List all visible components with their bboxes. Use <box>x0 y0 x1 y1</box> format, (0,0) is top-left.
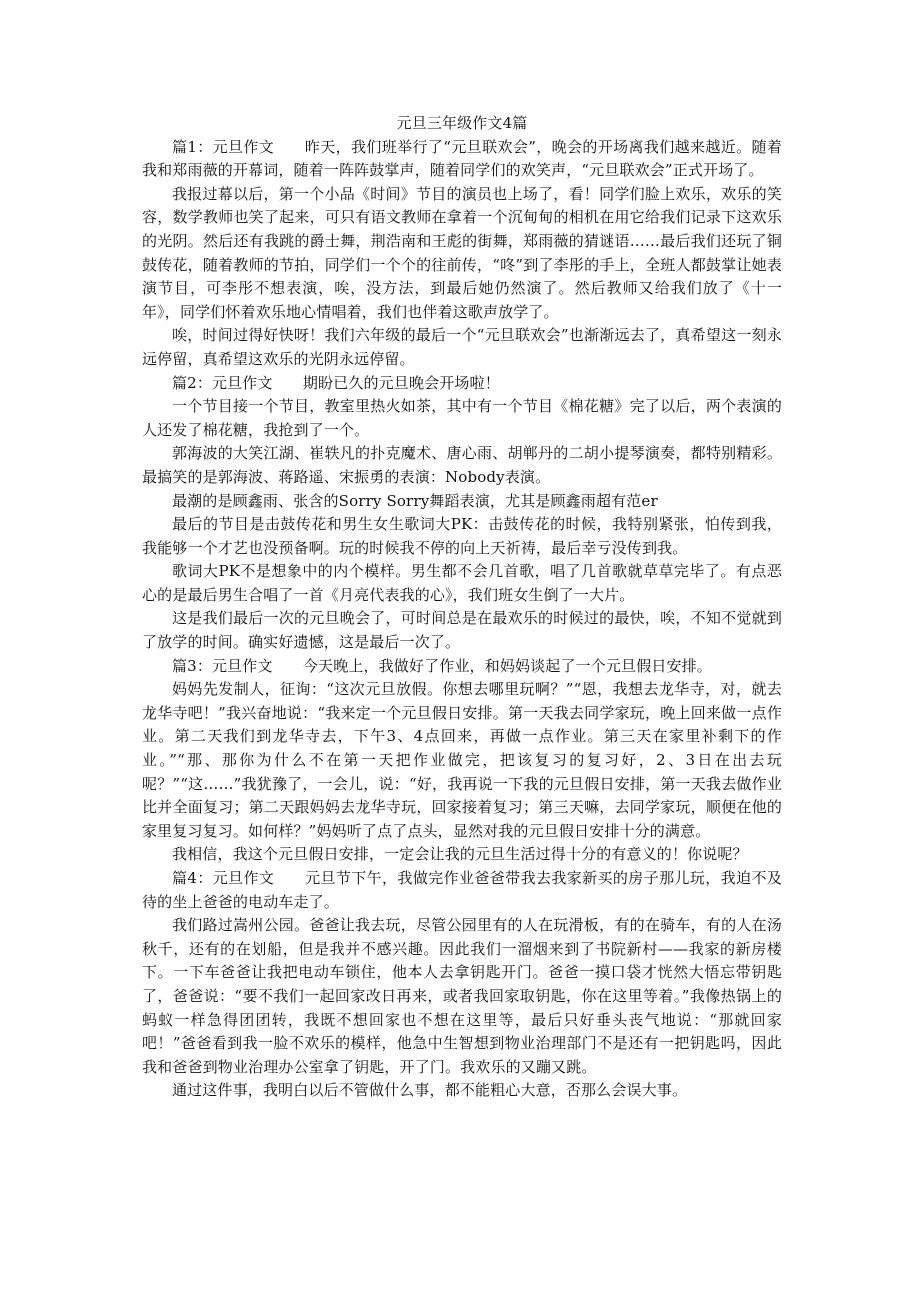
essay-heading: 篇4：元旦作文 <box>172 869 306 887</box>
paragraph-text: 期盼已久的元旦晚会开场啦！ <box>302 373 500 392</box>
essay-paragraph <box>142 513 782 560</box>
essay-paragraph <box>142 183 782 325</box>
paragraph-text: 最后的节目是击鼓传花和男生女生歌词大PK：击鼓传花的时候，我特别紧张，怕传到我，我能够一个才艺也没预备啊。玩的时候我不停的向上天祈祷，最后幸亏没传到我。 <box>142 515 782 557</box>
paragraph-text: 元旦节下午，我做完作业爸爸带我去我家新买的房子那儿玩，我迫不及待的坐上爸爸的电动车走了。 <box>142 869 782 911</box>
paragraph-text: 最潮的是顾鑫雨、张含的Sorry Sorry舞蹈表演，尤其是顾鑫雨超有范er <box>172 491 658 510</box>
paragraph-text: 昨天，我们班举行了“元旦联欢会”，晚会的开场离我们越来越近。随着我和郑雨薇的开幕词，随着一阵阵鼓掌声，随着同学们的欢笑声，“元旦联欢会”正式开场了。 <box>142 137 783 180</box>
essay-paragraph <box>142 560 782 607</box>
essay-paragraph <box>142 372 782 396</box>
essay-paragraph <box>142 324 782 371</box>
essay-paragraph <box>142 655 782 679</box>
essay-heading: 篇2：元旦作文 <box>172 373 303 392</box>
essay-paragraph <box>142 607 782 654</box>
paragraph-text: 歌词大PK不是想象中的内个模样。男生都不会几首歌，唱了几首歌就草草完毕了。有点恶心的是最后男生合唱了一首《月亮代表我的心》，我们班女生倒了一大片。 <box>142 562 782 604</box>
essay-paragraph <box>142 843 782 867</box>
essay-paragraph <box>142 395 782 442</box>
paragraph-text: 郭海波的大笑江湖、崔轶凡的扑克魔术、唐心雨、胡郸丹的二胡小提琴演奏，都特别精彩。最搞笑的是郭海波、蒋路遥、宋振勇的表演：Nobody表演。 <box>142 444 782 486</box>
paragraph-text: 我报过幕以后，第一个小品《时间》节目的演员也上场了，看！同学们脸上欢乐，欢乐的笑容，数学教师也笑了起来，可只有语文教师在拿着一个沉甸甸的相机在用它给我们记录下这欢乐的光阴。然后还有我跳的爵士舞，荆浩南和王彪的街舞，郑雨薇的猜谜语……最后我们还玩了铜鼓传花，随着教师的节拍，同学们一个个的往前传，“咚”到了李彤的手上，全班人都鼓掌让她表演节目，可李彤不想表演，唉，没方法，到最后她仍然演了。然后教师又给我们放了《十一年》，同学们怀着欢乐地心情唱着，我们也伴着这歌声放学了。 <box>142 184 782 321</box>
essay-heading: 篇3：元旦作文 <box>172 656 303 675</box>
paragraph-text: 通过这件事，我明白以后不管做什么事，都不能粗心大意，否那么会误大事。 <box>172 1081 688 1100</box>
document-page <box>142 112 782 1103</box>
paragraph-text: 我相信，我这个元旦假日安排，一定会让我的元旦生活过得十分的有意义的！你说呢？ <box>172 845 748 864</box>
paragraph-text: 妈妈先发制人，征询：“这次元旦放假。你想去哪里玩啊？”“恩，我想去龙华寺，对，就去龙华寺吧！”我兴奋地说：“我来定一个元旦假日安排。第一天我去同学家玩，晚上回来做一点作业。第二天我们到龙华寺去，下午3、4点回来，再做一点作业。第三天在家里补剩下的作业。”“那、那你为什么不在第一天把作业做完，把该复习的复习好，2、3日在出去玩呢？”“这……”我犹豫了，一会儿，说：“好，我再说一下我的元旦假日安排，第一天我去做作业比并全面复习；第二天跟妈妈去龙华寺玩，回家接着复习；第三天嘛，去同学家玩，顺便在他的家里复习复习。如何样？”妈妈听了点了点头，显然对我的元旦假日安排十分的满意。 <box>142 680 782 840</box>
essay-paragraph <box>142 136 782 183</box>
paragraph-text: 这是我们最后一次的元旦晚会了，可时间总是在最欢乐的时候过的最快，唉，不知不觉就到了放学的时间。确实好遗憾，这是最后一次了。 <box>142 609 782 652</box>
paragraph-text: 一个节目接一个节目，教室里热火如茶，其中有一个节目《棉花糖》完了以后，两个表演的人还发了棉花糖，我抢到了一个。 <box>142 397 782 439</box>
paragraph-text: 唉，时间过得好快呀！我们六年级的最后一个“元旦联欢会”也渐渐远去了，真希望这一刻永远停留，真希望这欢乐的光阴永远停留。 <box>142 326 782 368</box>
essay-paragraph <box>142 678 782 843</box>
paragraph-text: 今天晚上，我做好了作业，和妈妈谈起了一个元旦假日安排。 <box>302 656 712 675</box>
essay-heading: 篇1：元旦作文 <box>172 137 305 156</box>
essay-paragraph <box>142 867 782 914</box>
essay-paragraph <box>142 1079 782 1103</box>
document-title: 元旦三年级作文4篇 <box>396 114 528 132</box>
essay-paragraph <box>142 442 782 489</box>
paragraph-text: 我们路过嵩州公园。爸爸让我去玩，尽管公园里有的人在玩滑板，有的在骑车，有的人在汤秋千，还有的在划船，但是我并不感兴趣。因此我们一溜烟来到了书院新村——我家的新房楼下。一下车爸爸让我把电动车锁住，他本人去拿钥匙开门。爸爸一摸口袋才恍然大悟忘带钥匙了，爸爸说：“要不我们一起回家改日再来，或者我回家取钥匙，你在这里等着。”我像热锅上的蚂蚁一样急得团团转，我既不想回家也不想在这里等，最后只好垂头丧气地说：“那就回家吧！”爸爸看到我一脸不欢乐的模样，他急中生智想到物业治理部门不是还有一把钥匙吗，因此我和爸爸到物业治理办公室拿了钥匙，开了门。我欢乐的又蹦又跳。 <box>142 916 782 1076</box>
essay-paragraph <box>142 914 782 1079</box>
essay-paragraph <box>142 490 782 514</box>
